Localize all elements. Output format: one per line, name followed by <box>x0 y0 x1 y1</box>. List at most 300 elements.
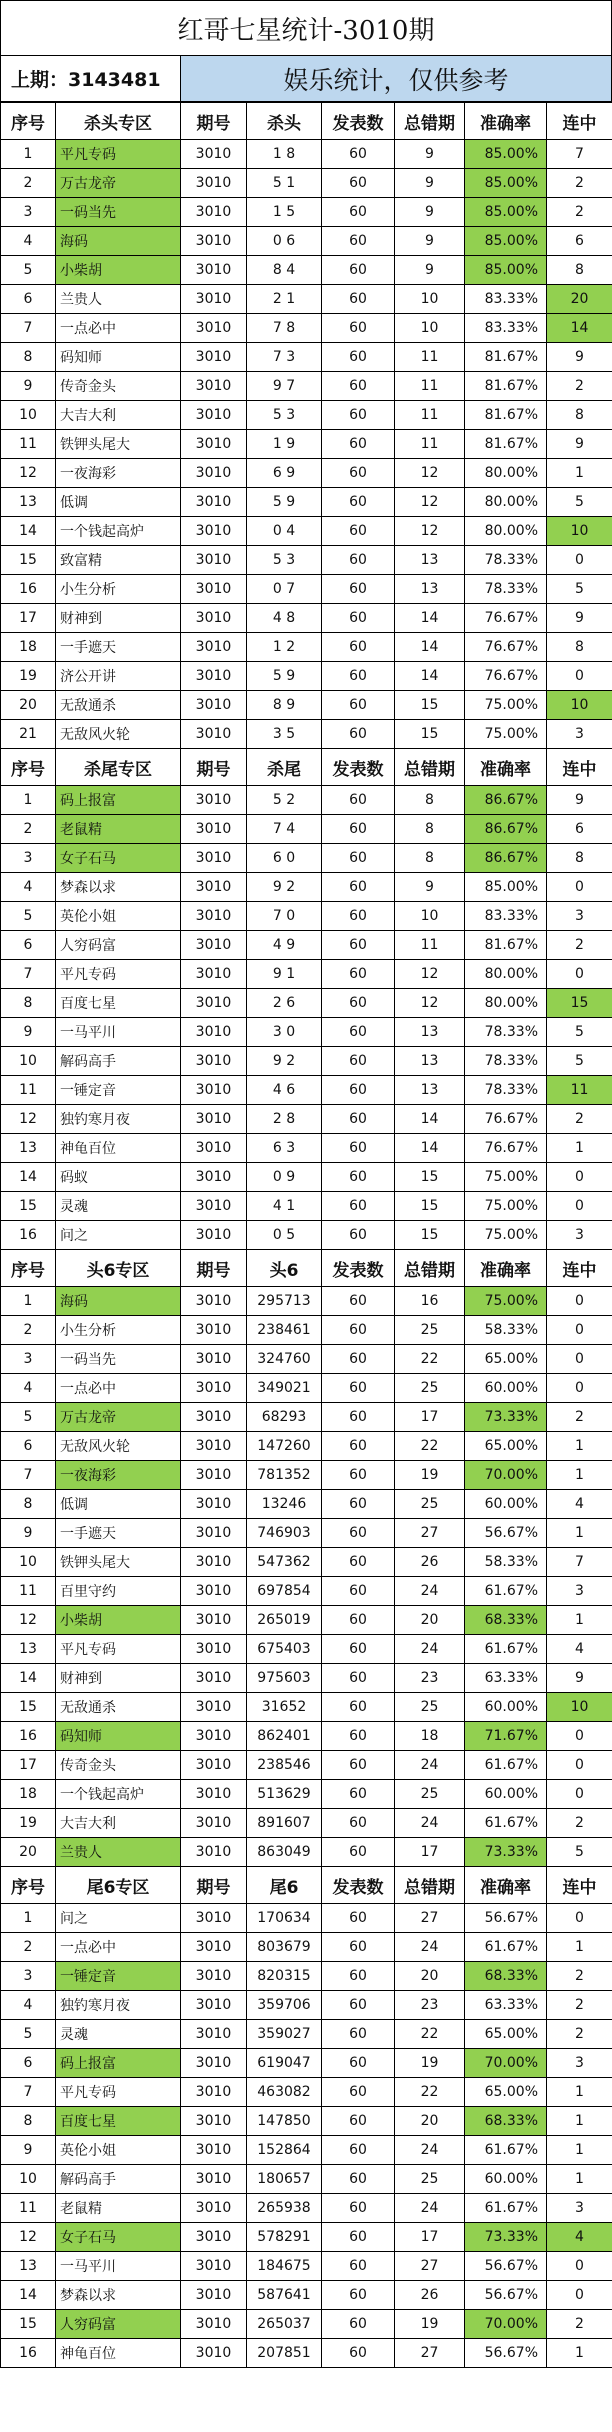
cell-accuracy: 81.67% <box>465 372 547 401</box>
cell-streak: 10 <box>547 1693 612 1722</box>
cell-published: 60 <box>322 1577 395 1606</box>
cell-errors: 8 <box>395 844 465 873</box>
table-row <box>1 2078 612 2107</box>
table-row <box>1 844 612 873</box>
cell-name: 英伦小姐 <box>56 902 181 931</box>
cell-name: 老鼠精 <box>56 2194 181 2223</box>
cell-value: 2 6 <box>247 989 322 1018</box>
cell-published: 60 <box>322 1490 395 1519</box>
cell-value: 265938 <box>247 2194 322 2223</box>
cell-accuracy: 60.00% <box>465 1693 547 1722</box>
cell-errors: 13 <box>395 1018 465 1047</box>
cell-errors: 24 <box>395 1809 465 1838</box>
cell-published: 60 <box>322 1548 395 1577</box>
cell-seq: 1 <box>1 140 56 169</box>
cell-value: 863049 <box>247 1838 322 1867</box>
cell-published: 60 <box>322 2194 395 2223</box>
table-row <box>1 1403 612 1432</box>
cell-period: 3010 <box>181 902 247 931</box>
cell-seq: 9 <box>1 1018 56 1047</box>
cell-period: 3010 <box>181 2223 247 2252</box>
table-row <box>1 1838 612 1867</box>
cell-streak: 2 <box>547 169 612 198</box>
cell-value: 147850 <box>247 2107 322 2136</box>
cell-seq: 8 <box>1 343 56 372</box>
cell-streak: 2 <box>547 198 612 227</box>
cell-seq: 20 <box>1 691 56 720</box>
table-row <box>1 604 612 633</box>
cell-accuracy: 83.33% <box>465 902 547 931</box>
table-row <box>1 2107 612 2136</box>
cell-accuracy: 86.67% <box>465 844 547 873</box>
cell-value: 4 9 <box>247 931 322 960</box>
cell-name: 码蚁 <box>56 1163 181 1192</box>
cell-streak: 9 <box>547 1664 612 1693</box>
cell-seq: 5 <box>1 902 56 931</box>
cell-seq: 11 <box>1 1577 56 1606</box>
cell-streak: 0 <box>547 1780 612 1809</box>
cell-errors: 24 <box>395 2194 465 2223</box>
table-row <box>1 517 612 546</box>
cell-streak: 2 <box>547 1403 612 1432</box>
cell-name: 百度七星 <box>56 989 181 1018</box>
table-row <box>1 1751 612 1780</box>
cell-streak: 2 <box>547 1991 612 2020</box>
cell-streak: 0 <box>547 1751 612 1780</box>
cell-published: 60 <box>322 1287 395 1316</box>
cell-errors: 22 <box>395 1345 465 1374</box>
cell-name: 小柴胡 <box>56 256 181 285</box>
cell-period: 3010 <box>181 198 247 227</box>
cell-published: 60 <box>322 343 395 372</box>
cell-value: 1 5 <box>247 198 322 227</box>
cell-name: 码知师 <box>56 1722 181 1751</box>
cell-errors: 25 <box>395 1374 465 1403</box>
cell-accuracy: 85.00% <box>465 140 547 169</box>
cell-streak: 15 <box>547 989 612 1018</box>
cell-value: 295713 <box>247 1287 322 1316</box>
cell-name: 兰贵人 <box>56 1838 181 1867</box>
header-streak: 连中 <box>547 1867 612 1904</box>
cell-value: 4 8 <box>247 604 322 633</box>
cell-published: 60 <box>322 2020 395 2049</box>
cell-seq: 12 <box>1 1105 56 1134</box>
cell-published: 60 <box>322 2136 395 2165</box>
cell-seq: 10 <box>1 401 56 430</box>
section-header-row <box>1 1250 612 1287</box>
cell-value: 5 2 <box>247 786 322 815</box>
table-row <box>1 575 612 604</box>
cell-seq: 10 <box>1 1047 56 1076</box>
cell-published: 60 <box>322 488 395 517</box>
header-value: 头6 <box>247 1250 322 1287</box>
cell-accuracy: 60.00% <box>465 1374 547 1403</box>
cell-streak: 0 <box>547 1287 612 1316</box>
cell-name: 独钓寒月夜 <box>56 1991 181 2020</box>
cell-value: 803679 <box>247 1933 322 1962</box>
cell-seq: 13 <box>1 1134 56 1163</box>
cell-name: 低调 <box>56 488 181 517</box>
cell-seq: 2 <box>1 815 56 844</box>
cell-errors: 22 <box>395 2078 465 2107</box>
cell-period: 3010 <box>181 1432 247 1461</box>
cell-streak: 0 <box>547 873 612 902</box>
cell-streak: 5 <box>547 575 612 604</box>
cell-accuracy: 61.67% <box>465 1577 547 1606</box>
cell-streak: 10 <box>547 517 612 546</box>
table-row <box>1 169 612 198</box>
header-streak: 连中 <box>547 103 612 140</box>
cell-seq: 17 <box>1 604 56 633</box>
cell-period: 3010 <box>181 1105 247 1134</box>
cell-seq: 5 <box>1 1403 56 1432</box>
cell-published: 60 <box>322 1374 395 1403</box>
header-period: 期号 <box>181 749 247 786</box>
table-row <box>1 1780 612 1809</box>
cell-streak: 0 <box>547 1904 612 1933</box>
cell-accuracy: 58.33% <box>465 1548 547 1577</box>
cell-errors: 25 <box>395 1316 465 1345</box>
cell-accuracy: 81.67% <box>465 401 547 430</box>
cell-value: 5 3 <box>247 546 322 575</box>
cell-name: 人穷码富 <box>56 2310 181 2339</box>
table-row <box>1 2165 612 2194</box>
header-accuracy: 准确率 <box>465 749 547 786</box>
last-period-label: 上期：3143481 <box>1 56 181 101</box>
cell-period: 3010 <box>181 2020 247 2049</box>
cell-errors: 23 <box>395 1664 465 1693</box>
cell-value: 0 9 <box>247 1163 322 1192</box>
cell-value: 265019 <box>247 1606 322 1635</box>
cell-errors: 27 <box>395 1519 465 1548</box>
cell-seq: 21 <box>1 720 56 749</box>
cell-period: 3010 <box>181 873 247 902</box>
cell-errors: 26 <box>395 2281 465 2310</box>
cell-published: 60 <box>322 140 395 169</box>
cell-published: 60 <box>322 459 395 488</box>
cell-errors: 17 <box>395 1838 465 1867</box>
cell-accuracy: 80.00% <box>465 989 547 1018</box>
cell-published: 60 <box>322 2281 395 2310</box>
cell-period: 3010 <box>181 2107 247 2136</box>
cell-seq: 12 <box>1 459 56 488</box>
cell-accuracy: 65.00% <box>465 2020 547 2049</box>
cell-period: 3010 <box>181 2339 247 2368</box>
cell-seq: 19 <box>1 1809 56 1838</box>
cell-errors: 11 <box>395 430 465 459</box>
header-published: 发表数 <box>322 1867 395 1904</box>
table-row <box>1 902 612 931</box>
cell-streak: 3 <box>547 720 612 749</box>
cell-name: 人穷码富 <box>56 931 181 960</box>
cell-errors: 10 <box>395 314 465 343</box>
header-streak: 连中 <box>547 1250 612 1287</box>
cell-accuracy: 76.67% <box>465 604 547 633</box>
cell-errors: 12 <box>395 960 465 989</box>
cell-value: 0 7 <box>247 575 322 604</box>
cell-published: 60 <box>322 1461 395 1490</box>
cell-period: 3010 <box>181 1991 247 2020</box>
cell-name: 传奇金头 <box>56 372 181 401</box>
cell-streak: 0 <box>547 1163 612 1192</box>
cell-seq: 8 <box>1 1490 56 1519</box>
table-row <box>1 459 612 488</box>
cell-period: 3010 <box>181 2049 247 2078</box>
cell-period: 3010 <box>181 1751 247 1780</box>
cell-streak: 5 <box>547 1018 612 1047</box>
cell-value: 207851 <box>247 2339 322 2368</box>
cell-errors: 10 <box>395 285 465 314</box>
cell-period: 3010 <box>181 1519 247 1548</box>
cell-value: 820315 <box>247 1962 322 1991</box>
cell-seq: 15 <box>1 546 56 575</box>
cell-errors: 27 <box>395 1904 465 1933</box>
cell-value: 697854 <box>247 1577 322 1606</box>
cell-streak: 1 <box>547 1519 612 1548</box>
cell-value: 7 4 <box>247 815 322 844</box>
cell-name: 致富精 <box>56 546 181 575</box>
cell-published: 60 <box>322 1693 395 1722</box>
cell-name: 小生分析 <box>56 1316 181 1345</box>
cell-name: 一手遮天 <box>56 633 181 662</box>
header-seq: 序号 <box>1 1250 56 1287</box>
cell-period: 3010 <box>181 401 247 430</box>
cell-name: 海码 <box>56 1287 181 1316</box>
cell-seq: 4 <box>1 1991 56 2020</box>
cell-value: 7 8 <box>247 314 322 343</box>
cell-errors: 15 <box>395 720 465 749</box>
table-row <box>1 227 612 256</box>
cell-name: 女子石马 <box>56 2223 181 2252</box>
cell-value: 862401 <box>247 1722 322 1751</box>
cell-accuracy: 75.00% <box>465 1163 547 1192</box>
cell-value: 1 2 <box>247 633 322 662</box>
cell-name: 平凡专码 <box>56 2078 181 2107</box>
cell-accuracy: 61.67% <box>465 1933 547 1962</box>
cell-published: 60 <box>322 931 395 960</box>
cell-streak: 8 <box>547 633 612 662</box>
cell-name: 码上报富 <box>56 786 181 815</box>
header-errors: 总错期 <box>395 103 465 140</box>
cell-seq: 11 <box>1 2194 56 2223</box>
cell-published: 60 <box>322 720 395 749</box>
cell-value: 9 2 <box>247 1047 322 1076</box>
cell-published: 60 <box>322 1635 395 1664</box>
cell-period: 3010 <box>181 1345 247 1374</box>
cell-value: 975603 <box>247 1664 322 1693</box>
header-value: 杀头 <box>247 103 322 140</box>
cell-published: 60 <box>322 169 395 198</box>
cell-errors: 27 <box>395 2252 465 2281</box>
cell-name: 灵魂 <box>56 1192 181 1221</box>
cell-errors: 24 <box>395 1751 465 1780</box>
table-row <box>1 1287 612 1316</box>
cell-period: 3010 <box>181 2165 247 2194</box>
cell-streak: 0 <box>547 1345 612 1374</box>
cell-accuracy: 86.67% <box>465 815 547 844</box>
table-row <box>1 960 612 989</box>
cell-value: 0 6 <box>247 227 322 256</box>
cell-name: 铁钾头尾大 <box>56 430 181 459</box>
cell-published: 60 <box>322 546 395 575</box>
cell-accuracy: 60.00% <box>465 2165 547 2194</box>
cell-streak: 8 <box>547 256 612 285</box>
cell-accuracy: 76.67% <box>465 1134 547 1163</box>
cell-period: 3010 <box>181 633 247 662</box>
cell-name: 传奇金头 <box>56 1751 181 1780</box>
cell-streak: 0 <box>547 1316 612 1345</box>
cell-errors: 27 <box>395 2339 465 2368</box>
cell-period: 3010 <box>181 285 247 314</box>
table-row <box>1 1221 612 1250</box>
cell-streak: 1 <box>547 2339 612 2368</box>
cell-name: 一个钱起高炉 <box>56 1780 181 1809</box>
disclaimer-banner: 娱乐统计，仅供参考 <box>181 56 611 101</box>
cell-value: 547362 <box>247 1548 322 1577</box>
cell-streak: 4 <box>547 1635 612 1664</box>
cell-accuracy: 73.33% <box>465 2223 547 2252</box>
cell-period: 3010 <box>181 1664 247 1693</box>
cell-name: 无敌通杀 <box>56 1693 181 1722</box>
cell-published: 60 <box>322 401 395 430</box>
cell-value: 578291 <box>247 2223 322 2252</box>
header-errors: 总错期 <box>395 1867 465 1904</box>
cell-accuracy: 76.67% <box>465 1105 547 1134</box>
cell-accuracy: 56.67% <box>465 1519 547 1548</box>
cell-period: 3010 <box>181 2281 247 2310</box>
cell-errors: 9 <box>395 873 465 902</box>
table-row <box>1 720 612 749</box>
cell-streak: 1 <box>547 1134 612 1163</box>
cell-period: 3010 <box>181 691 247 720</box>
cell-period: 3010 <box>181 1606 247 1635</box>
cell-published: 60 <box>322 1163 395 1192</box>
cell-name: 码知师 <box>56 343 181 372</box>
cell-errors: 22 <box>395 1432 465 1461</box>
cell-seq: 20 <box>1 1838 56 1867</box>
table-row <box>1 1018 612 1047</box>
cell-accuracy: 81.67% <box>465 430 547 459</box>
cell-value: 619047 <box>247 2049 322 2078</box>
cell-name: 万古龙帝 <box>56 169 181 198</box>
cell-period: 3010 <box>181 1047 247 1076</box>
cell-errors: 14 <box>395 604 465 633</box>
section-header-row <box>1 103 612 140</box>
cell-period: 3010 <box>181 169 247 198</box>
cell-errors: 18 <box>395 1722 465 1751</box>
cell-seq: 1 <box>1 786 56 815</box>
header-seq: 序号 <box>1 1867 56 1904</box>
cell-errors: 9 <box>395 256 465 285</box>
cell-published: 60 <box>322 575 395 604</box>
cell-name: 平凡专码 <box>56 960 181 989</box>
table-row <box>1 1076 612 1105</box>
cell-errors: 11 <box>395 931 465 960</box>
cell-name: 一马平川 <box>56 1018 181 1047</box>
cell-value: 7 0 <box>247 902 322 931</box>
cell-accuracy: 56.67% <box>465 2339 547 2368</box>
cell-seq: 2 <box>1 1316 56 1345</box>
cell-accuracy: 78.33% <box>465 546 547 575</box>
table-row <box>1 2223 612 2252</box>
cell-accuracy: 78.33% <box>465 1047 547 1076</box>
cell-errors: 9 <box>395 169 465 198</box>
cell-period: 3010 <box>181 720 247 749</box>
cell-streak: 3 <box>547 1577 612 1606</box>
cell-period: 3010 <box>181 1577 247 1606</box>
cell-accuracy: 85.00% <box>465 873 547 902</box>
cell-value: 31652 <box>247 1693 322 1722</box>
cell-name: 老鼠精 <box>56 815 181 844</box>
cell-seq: 10 <box>1 2165 56 2194</box>
cell-seq: 11 <box>1 430 56 459</box>
cell-streak: 0 <box>547 1192 612 1221</box>
cell-published: 60 <box>322 873 395 902</box>
table-row <box>1 633 612 662</box>
table-row <box>1 1904 612 1933</box>
table-row <box>1 198 612 227</box>
cell-name: 一夜海彩 <box>56 1461 181 1490</box>
cell-accuracy: 63.33% <box>465 1664 547 1693</box>
cell-published: 60 <box>322 604 395 633</box>
cell-streak: 5 <box>547 1047 612 1076</box>
cell-period: 3010 <box>181 1490 247 1519</box>
cell-streak: 9 <box>547 343 612 372</box>
cell-seq: 7 <box>1 1461 56 1490</box>
cell-period: 3010 <box>181 1287 247 1316</box>
cell-errors: 25 <box>395 1780 465 1809</box>
cell-published: 60 <box>322 1105 395 1134</box>
cell-period: 3010 <box>181 1780 247 1809</box>
cell-period: 3010 <box>181 1933 247 1962</box>
stats-table-body <box>1 103 612 2368</box>
cell-published: 60 <box>322 2252 395 2281</box>
cell-errors: 13 <box>395 1076 465 1105</box>
cell-value: 781352 <box>247 1461 322 1490</box>
cell-value: 8 4 <box>247 256 322 285</box>
cell-period: 3010 <box>181 1134 247 1163</box>
cell-name: 万古龙帝 <box>56 1403 181 1432</box>
cell-published: 60 <box>322 1134 395 1163</box>
cell-published: 60 <box>322 1432 395 1461</box>
cell-name: 财神到 <box>56 604 181 633</box>
cell-accuracy: 83.33% <box>465 285 547 314</box>
cell-errors: 12 <box>395 989 465 1018</box>
cell-value: 5 3 <box>247 401 322 430</box>
header-accuracy: 准确率 <box>465 103 547 140</box>
cell-seq: 7 <box>1 2078 56 2107</box>
cell-streak: 1 <box>547 2078 612 2107</box>
cell-accuracy: 85.00% <box>465 227 547 256</box>
cell-period: 3010 <box>181 140 247 169</box>
cell-name: 梦森以求 <box>56 873 181 902</box>
cell-errors: 20 <box>395 1962 465 1991</box>
cell-streak: 1 <box>547 1606 612 1635</box>
cell-value: 184675 <box>247 2252 322 2281</box>
table-row <box>1 2136 612 2165</box>
cell-name: 独钓寒月夜 <box>56 1105 181 1134</box>
header-streak: 连中 <box>547 749 612 786</box>
cell-name: 解码高手 <box>56 2165 181 2194</box>
cell-name: 问之 <box>56 1221 181 1250</box>
cell-streak: 9 <box>547 604 612 633</box>
cell-published: 60 <box>322 989 395 1018</box>
cell-streak: 0 <box>547 546 612 575</box>
cell-errors: 20 <box>395 1606 465 1635</box>
cell-published: 60 <box>322 227 395 256</box>
cell-value: 3 5 <box>247 720 322 749</box>
cell-period: 3010 <box>181 2252 247 2281</box>
